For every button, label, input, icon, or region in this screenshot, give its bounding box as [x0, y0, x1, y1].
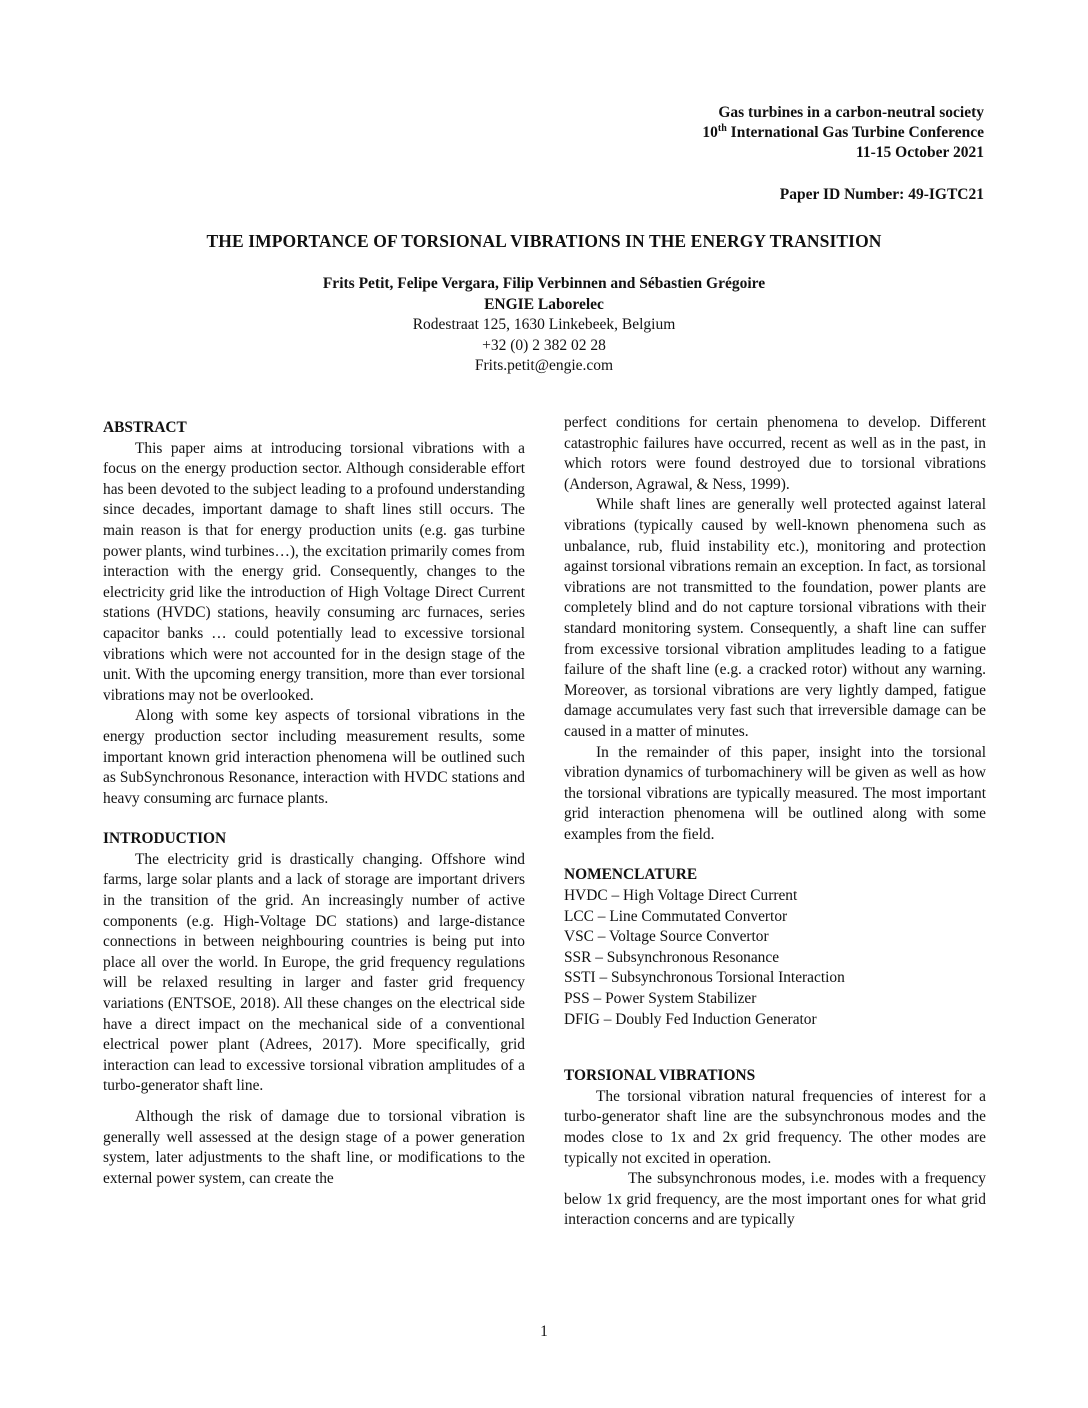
author-address: Rodestraat 125, 1630 Linkebeek, Belgium — [412, 316, 676, 334]
torsional-paragraph-1: The torsional vibration natural frequencies of interest for a turbo-generator shaft line are the subsynchronous modes and the modes close to 1x and 2x grid frequency. The other modes are typically not excited in operation. — [564, 1087, 986, 1167]
abstract-heading: ABSTRACT — [103, 419, 187, 436]
conference-header — [702, 103, 984, 163]
torsional-vibrations-heading: TORSIONAL VIBRATIONS — [564, 1067, 756, 1085]
introduction-paragraph-4: In the remainder of this paper, insight into the torsional vibration dynamics of turbomachinery will be given as well as how the torsional vibrations are typically measured. The most important grid interaction phenomena will be outlined along with some examples from the field. — [564, 743, 986, 843]
conference-ordinal: th — [717, 122, 727, 134]
left-column — [103, 418, 525, 1189]
introduction-paragraph-2: Although the risk of damage due to torsional vibration is generally well assessed at the design stage of a power generation system, later adjustments to the shaft line, or modifications to the external power system, can create the — [103, 1108, 525, 1187]
author-affiliation: ENGIE Laborelec — [484, 295, 604, 313]
right-column — [564, 413, 986, 1231]
introduction-paragraph-2-continued: perfect conditions for certain phenomena to develop. Different catastrophic failures have occurred, recent as well as in the past, in which rotors were found destroyed due to torsional vibrations (Anderson, Agrawal, & Ness, 1999). — [564, 414, 986, 493]
page-number: 1 — [540, 1323, 548, 1340]
conference-name: International Gas Turbine Conference — [726, 124, 984, 141]
author-phone: +32 (0) 2 382 02 28 — [482, 336, 606, 354]
nomenclature-item: DFIG – Doubly Fed Induction Generator — [564, 1010, 817, 1028]
conference-line-1: Gas turbines in a carbon-neutral society — [718, 104, 984, 121]
introduction-paragraph-3: While shaft lines are generally well protected against lateral vibrations (typically caused by well-known phenomena such as unbalance, rub, fluid instability etc.), monitoring and protection against torsional vibrations remain an exception. In fact, as torsional vibrations are not transmitted to the foundation, power plants are completely blind and do not capture torsional vibrations with their standard monitoring system. Consequently, a shaft line can suffer from excessive torsional vibration amplitudes leading to a fatigue failure of the shaft line (e.g. a cracked rotor) without any warning. Moreover, as torsional vibrations are very lightly damped, fatigue damage accumulates very fast such that irreversible damage can be caused in a matter of minutes. — [564, 496, 986, 740]
author-block — [0, 274, 1088, 377]
nomenclature-item: SSR – Subsynchronous Resonance — [564, 948, 780, 966]
conference-line-2 — [702, 123, 984, 143]
nomenclature-heading: NOMENCLATURE — [564, 866, 698, 884]
author-names: Frits Petit, Felipe Vergara, Filip Verbinnen and Sébastien Grégoire — [322, 275, 766, 292]
nomenclature-item: HVDC – High Voltage Direct Current — [564, 887, 798, 905]
paper-id: Paper ID Number: 49-IGTC21 — [779, 186, 984, 203]
abstract-paragraph-1: This paper aims at introducing torsional vibrations with a focus on the energy production sector. Although considerable effort has been devoted to the subject leading to a profound understanding since decades, important damage to shaft lines still occurs. The main reason is that for energy production units (e.g. gas turbine power plants, wind turbines…), the excitation primarily comes from interaction with the energy grid. Consequently, changes to the electricity grid like the introduction of High Voltage Direct Current stations (HVDC) stations, heavily consuming arc furnaces, series capacitor banks … could potentially lead to excessive torsional vibrations which were not accounted for in the design stage of the unit. With the upcoming energy transition, more than ever torsional vibrations may not be overlooked. — [103, 439, 525, 704]
author-email: Frits.petit@engie.com — [474, 357, 614, 375]
paper-title: THE IMPORTANCE OF TORSIONAL VIBRATIONS IN THE ENERGY TRANSITION — [206, 231, 882, 251]
nomenclature-item: SSTI – Subsynchronous Torsional Interaction — [564, 969, 845, 987]
nomenclature-item: VSC – Voltage Source Convertor — [564, 928, 769, 946]
introduction-heading: INTRODUCTION — [103, 830, 227, 848]
abstract-paragraph-2: Along with some key aspects of torsional vibrations in the energy production sector including measurement results, some important known grid interaction phenomena will be outlined such as SubSynchronous Resonance, interaction with HVDC stations and heavy consuming arc furnace plants. — [103, 707, 525, 807]
nomenclature-item: PSS – Power System Stabilizer — [564, 990, 757, 1008]
conference-number: 10 — [702, 124, 718, 141]
conference-dates: 11-15 October 2021 — [855, 144, 984, 161]
nomenclature-list — [564, 886, 986, 1030]
torsional-paragraph-2: The subsynchronous modes, i.e. modes with a frequency below 1x grid frequency, are the most important ones for what grid interaction concerns and are typically — [564, 1170, 986, 1229]
introduction-paragraph-1: The electricity grid is drastically changing. Offshore wind farms, large solar plants and a lack of storage are important drivers in the transition of the grid. An increasingly number of active components (e.g. High-Voltage DC stations) and large-distance connections in between neighbouring countries is being put into place all over the world. In Europe, the grid frequency regulations will be relaxed resulting in larger and faster grid frequency variations (ENTSOE, 2018). All these changes on the electrical side have a direct impact on the mechanical side of a conventional electrical power plant (Adrees, 2017). More specifically, grid interaction can lead to excessive torsional vibration amplitudes of a turbo-generator shaft line. — [103, 850, 525, 1095]
nomenclature-item: LCC – Line Commutated Convertor — [564, 907, 788, 925]
